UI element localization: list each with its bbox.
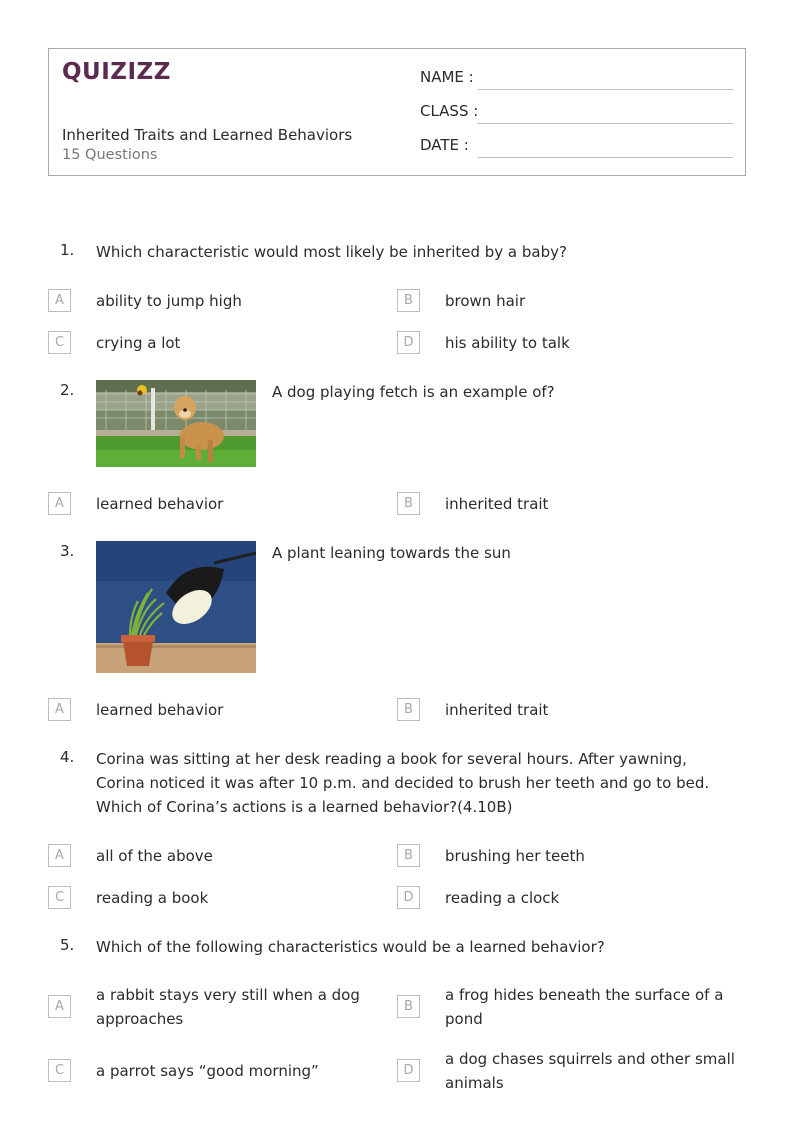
class-line[interactable] [478,123,733,124]
question-text: Which of the following characteristics would be a learned behavior? [96,938,605,956]
quizizz-logo: QUIZIZZ [62,59,171,85]
option-letter-box[interactable]: D [397,1059,420,1082]
date-label: DATE : [420,136,469,154]
question-number: 2. [60,381,75,399]
question-number: 1. [60,241,75,259]
option-text[interactable]: brown hair [445,292,526,310]
option-letter-box[interactable]: B [397,492,420,515]
option-letter-box[interactable]: A [48,289,71,312]
option-text[interactable]: a parrot says “good morning” [96,1062,319,1080]
worksheet-title: Inherited Traits and Learned Behaviors [62,126,353,144]
question-count: 15 Questions [62,147,158,163]
option-text[interactable]: crying a lot [96,334,181,352]
name-line[interactable] [478,89,733,90]
option-text[interactable]: a rabbit stays very still when a dog approaches [96,986,360,1028]
option-text[interactable]: reading a clock [445,889,560,907]
option-letter-box[interactable]: D [397,886,420,909]
question-number: 5. [60,936,75,954]
option-text[interactable]: all of the above [96,847,213,865]
worksheet-header [48,48,746,176]
option-text[interactable]: ability to jump high [96,292,242,310]
option-letter-box[interactable]: B [397,995,420,1018]
option-letter-box[interactable]: D [397,331,420,354]
option-letter-box[interactable]: A [48,698,71,721]
option-letter-box[interactable]: C [48,1059,71,1082]
dog-fetch-photo [96,380,256,467]
question-text: A plant leaning towards the sun [272,544,511,562]
question-text: Which characteristic would most likely be inherited by a baby? [96,243,567,261]
option-text[interactable]: inherited trait [445,495,549,513]
date-line[interactable] [478,157,733,158]
option-letter-box[interactable]: A [48,995,71,1018]
option-text[interactable]: his ability to talk [445,334,570,352]
option-letter-box[interactable]: C [48,886,71,909]
plant-lamp-photo [96,541,256,673]
option-letter-box[interactable]: B [397,844,420,867]
name-label: NAME : [420,68,474,86]
option-letter-box[interactable]: A [48,492,71,515]
option-text[interactable]: a frog hides beneath the surface of a pond [445,986,724,1028]
option-text[interactable]: learned behavior [96,495,224,513]
option-text[interactable]: a dog chases squirrels and other small animals [445,1050,735,1092]
option-letter-box[interactable]: B [397,289,420,312]
option-letter-box[interactable]: A [48,844,71,867]
question-text: A dog playing fetch is an example of? [272,383,555,401]
option-text[interactable]: learned behavior [96,701,224,719]
class-label: CLASS : [420,102,479,120]
option-letter-box[interactable]: B [397,698,420,721]
option-text[interactable]: brushing her teeth [445,847,585,865]
question-number: 3. [60,542,75,560]
option-text[interactable]: reading a book [96,889,209,907]
option-text[interactable]: inherited trait [445,701,549,719]
question-number: 4. [60,748,75,766]
option-letter-box[interactable]: C [48,331,71,354]
question-text: Corina was sitting at her desk reading a book for several hours. After yawning, Corina noticed it was after 10 p.m. and decided to brush her teeth and go to bed. Which of Corina’s actions is a learned behavior?(4.10B) [96,750,710,816]
